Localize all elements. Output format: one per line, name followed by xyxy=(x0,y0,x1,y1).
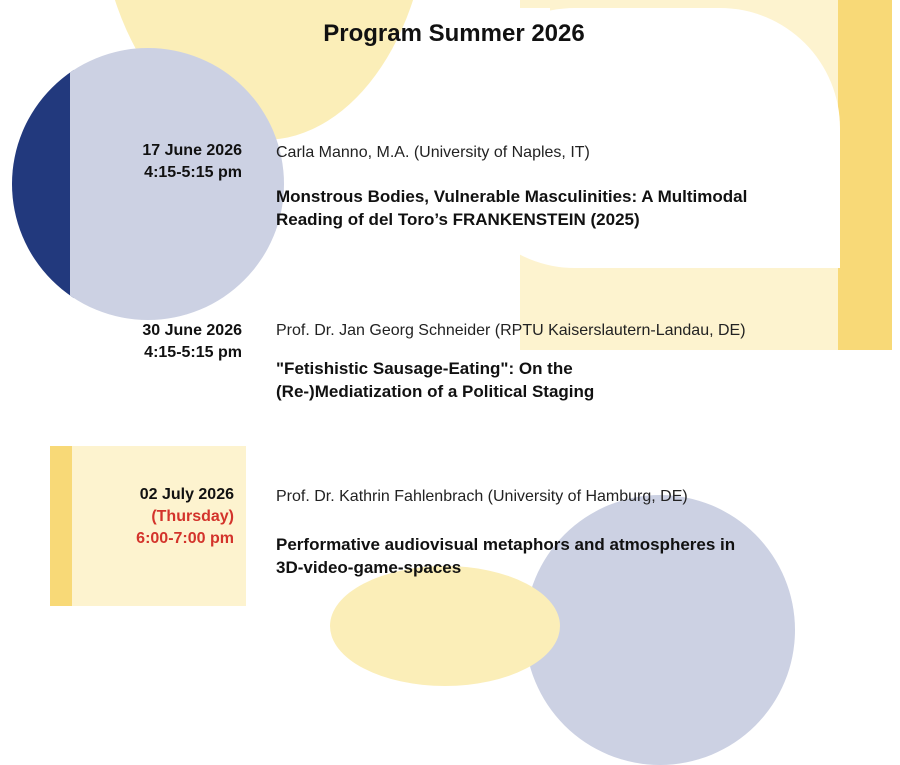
session-date-block xyxy=(72,140,242,184)
session-date: 17 June 2026 xyxy=(142,142,242,159)
decor-bottom-arc xyxy=(330,566,560,686)
session-time: 6:00-7:00 pm xyxy=(136,530,234,547)
session-time: 4:15-5:15 pm xyxy=(144,164,242,181)
session-weekday: (Thursday) xyxy=(151,508,234,525)
session-date: 30 June 2026 xyxy=(142,322,242,339)
session-date-block xyxy=(64,484,234,550)
session-speaker: Carla Manno, M.A. (University of Naples, IT) xyxy=(276,144,590,161)
page-title: Program Summer 2026 xyxy=(323,20,585,47)
session-time: 4:15-5:15 pm xyxy=(144,344,242,361)
session-speaker: Prof. Dr. Kathrin Fahlenbrach (University of Hamburg, DE) xyxy=(276,488,688,505)
session-title-line2: 3D-video-game-spaces xyxy=(276,558,462,577)
session-title-line1: Monstrous Bodies, Vulnerable Masculinities: A Multimodal xyxy=(276,187,748,206)
session-title-line1: "Fetishistic Sausage-Eating": On the xyxy=(276,359,573,378)
decor-right-edge xyxy=(838,0,892,350)
session-title-line2: (Re-)Mediatization of a Political Staging xyxy=(276,382,595,401)
session-date: 02 July 2026 xyxy=(139,486,234,503)
session-speaker: Prof. Dr. Jan Georg Schneider (RPTU Kaiserslautern-Landau, DE) xyxy=(276,322,746,339)
session-date-block xyxy=(72,320,242,364)
session-title-line2: Reading of del Toro’s FRANKENSTEIN (2025) xyxy=(276,210,640,229)
session-title-line1: Performative audiovisual metaphors and atmospheres in xyxy=(276,535,736,554)
